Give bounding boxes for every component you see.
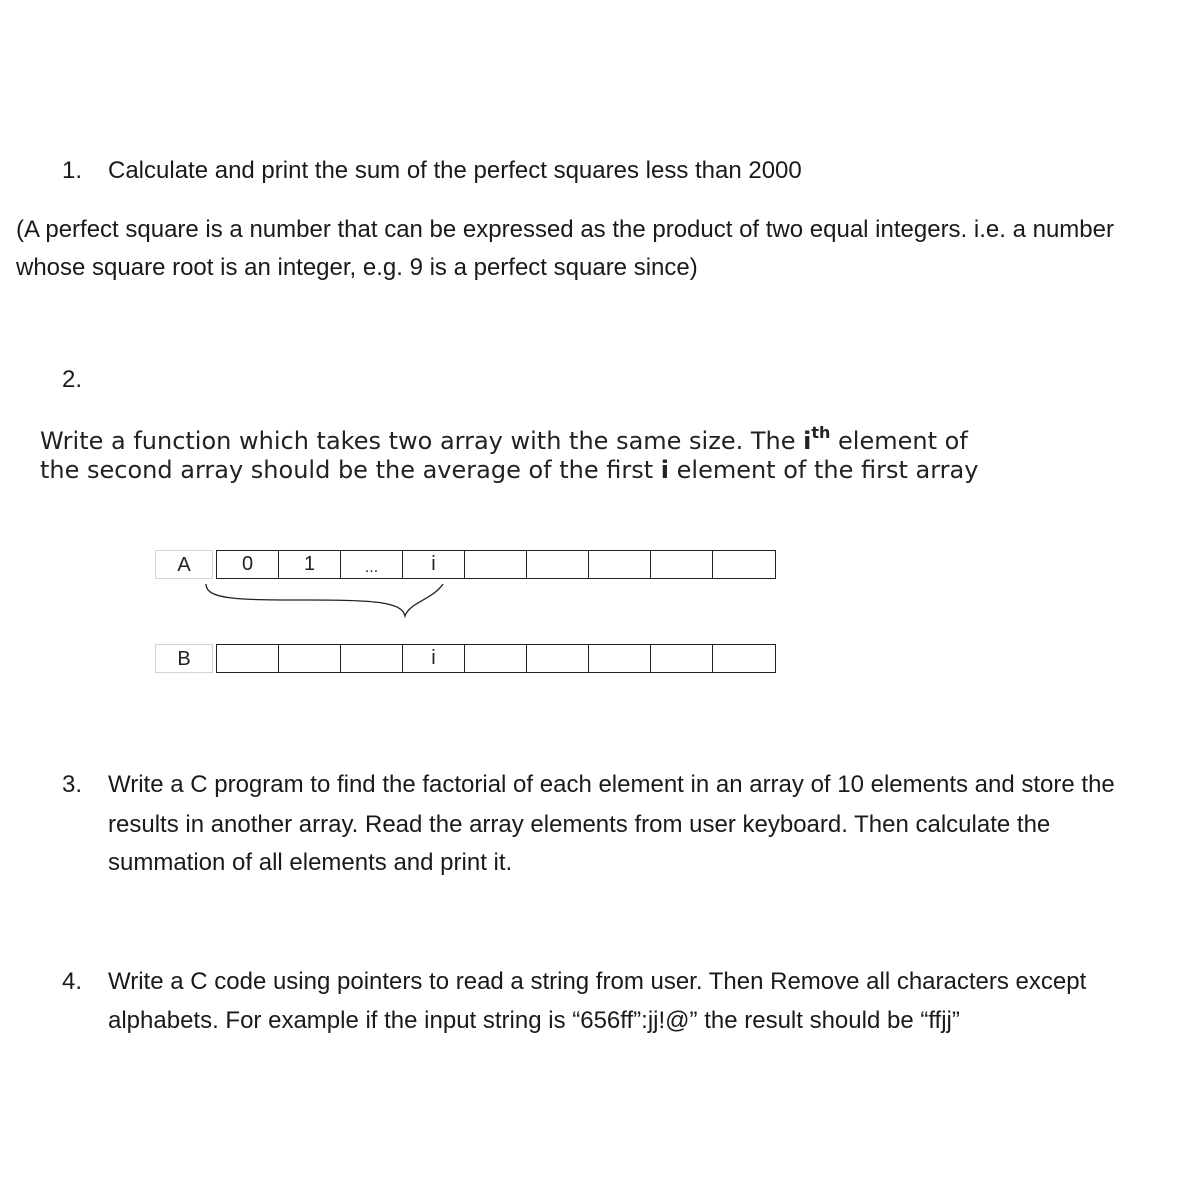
- question-3-line-1: [62, 771, 1115, 799]
- array-a-cell: 1: [279, 551, 341, 578]
- question-2-line-1-post: element of: [830, 427, 968, 455]
- question-4-line-2: alphabets. For example if the input string is “656ff”:jj!@” the result should be “ffjj”: [108, 1007, 960, 1034]
- question-4-text-1: Write a C code using pointers to read a string from user. Then Remove all characters except: [108, 968, 1087, 995]
- question-2-line-1-pre: Write a function which takes two array with the same size. The: [40, 427, 804, 455]
- question-2-i-bold-2: i: [660, 456, 669, 484]
- array-b-cell: [217, 645, 279, 672]
- question-2-line-2-pre: the second array should be the average of the first: [40, 456, 661, 484]
- question-3-number: 3.: [62, 771, 83, 798]
- array-b-label: B: [155, 644, 213, 673]
- array-a-cell: 0: [217, 551, 279, 578]
- question-1: [62, 157, 802, 185]
- question-3-line-3: summation of all elements and print it.: [108, 849, 513, 876]
- array-b-cell-i: i: [403, 645, 465, 672]
- array-a-cell: [527, 551, 589, 578]
- question-2-line-2-post: element of the first array: [669, 456, 979, 484]
- array-a-cell: [651, 551, 713, 578]
- question-1-number: 1.: [62, 157, 83, 184]
- array-a-cell-i: i: [403, 551, 465, 578]
- array-b-cell: [279, 645, 341, 672]
- array-a-cell: [589, 551, 651, 578]
- question-2-number: 2.: [62, 366, 83, 393]
- array-b-cell: [527, 645, 589, 672]
- array-a-cell: [465, 551, 527, 578]
- curly-brace-icon: [200, 578, 450, 622]
- question-2-line-2: [40, 456, 978, 484]
- question-2-line-1: [40, 425, 968, 455]
- question-1-note-line-2: whose square root is an integer, e.g. 9 is a perfect square since): [16, 254, 698, 281]
- question-4-number: 4.: [62, 968, 83, 995]
- question-2-i-bold: i: [803, 427, 812, 455]
- array-b-cell: [651, 645, 713, 672]
- question-3-line-2: results in another array. Read the array elements from user keyboard. Then calculate the: [108, 811, 1051, 838]
- array-a-cell: [713, 551, 775, 578]
- question-1-text: Calculate and print the sum of the perfect squares less than 2000: [108, 157, 802, 184]
- question-3-text-1: Write a C program to find the factorial of each element in an array of 10 elements and store the: [108, 771, 1115, 798]
- array-a-cell-ellipsis: ...: [341, 551, 403, 578]
- array-b-cell: [713, 645, 775, 672]
- question-2-th-superscript: th: [811, 423, 831, 442]
- array-b-cell: [465, 645, 527, 672]
- array-b: [216, 644, 776, 673]
- question-1-note-line-1: (A perfect square is a number that can be expressed as the product of two equal integers. i.e. a number: [16, 216, 1114, 243]
- array-b-cell: [341, 645, 403, 672]
- question-4-line-1: [62, 968, 1086, 996]
- array-a-label: A: [155, 550, 213, 579]
- array-a: [216, 550, 776, 579]
- array-b-cell: [589, 645, 651, 672]
